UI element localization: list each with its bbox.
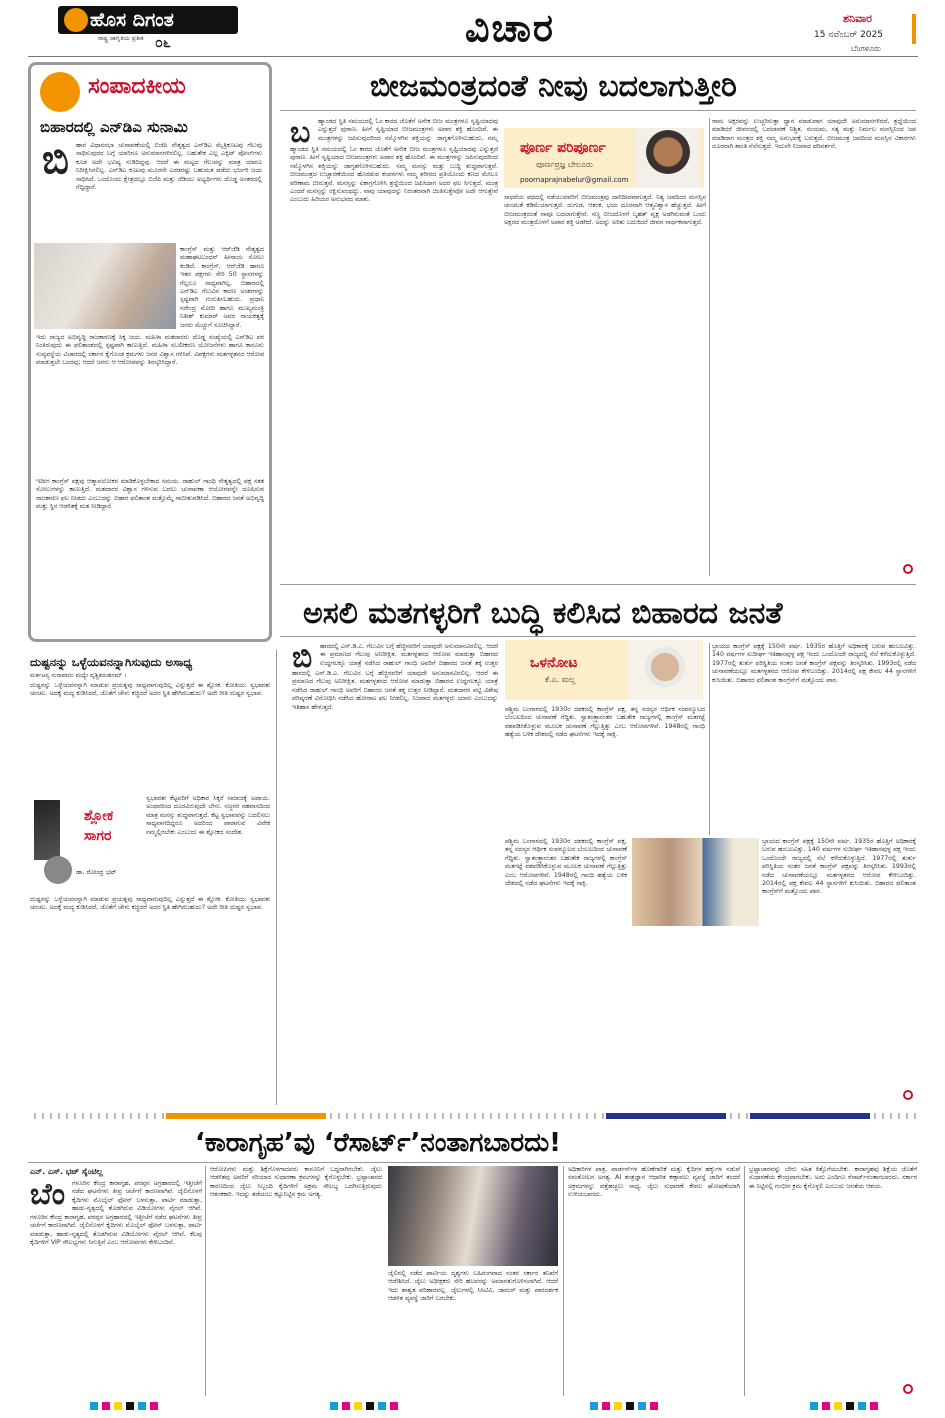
page-number: ೦೬: [155, 35, 171, 51]
article3-byline: ಎನ್. ಎಸ್. ಭಟ್ ಸೈಂಟಿಲ್ಲ: [30, 1167, 103, 1176]
editorial-paragraph: ಕಾಂಗ್ರೆಸ್ ಮತ್ತು ಆರ್‌ಜೆಡಿ ನೇತೃತ್ವದ ಮಹಾಘಟಬಂಧನ್ ಹೀನಾಯ ಸೋಲು ಕಂಡಿದೆ. ಕಾಂಗ್ರೆಸ್, ಆರ್‌ಜೆಡಿ ಹಾಗೂ ಇತರ ಪಕ್ಷಗಳು ಸೇರಿ 50 ಸ್ಥಾನಗಳನ್ನು ಗೆಲ್ಲಲೂ ಸಾಧ್ಯವಾಗಿಲ್ಲ. ಬಿಹಾರದಲ್ಲಿ ಎನ್‌ಡಿಎ ಗೆಲುವಿನ ಕಾರಣ ಅಂಶಗಳನ್ನು ಸ್ಪಷ್ಟವಾಗಿ ಗುರುತಿಸಬಹುದು. ಪ್ರಧಾನಿ ನರೇಂದ್ರ ಮೋದಿ ಹಾಗೂ ಮುಖ್ಯಮಂತ್ರಿ ನಿತೀಶ್ ಕುಮಾರ್ ಅವರ ನಾಯಕತ್ವಕ್ಕೆ ಜನರು ಮೆಚ್ಚುಗೆ ಸೂಚಿಸಿದ್ದಾರೆ.: [180, 246, 264, 329]
print-color-bar: [810, 1402, 880, 1410]
article2-rule: [280, 636, 916, 637]
article2-author-photo: [628, 640, 702, 700]
article1-author-email[interactable]: poornaprajnabelur@gmail.com: [520, 176, 629, 184]
article1-column: ಹ್ಮಾಂಡದ ಸ್ಥಿತಿ ಸಮಯದಲ್ಲಿ ಓಂ ಕಾರದ ಜೊತೆಗೆ ಅನೇಕ ಬೀಜ ಮಂತ್ರಗಳೂ ಸೃಷ್ಟಿಯಾದವು ಎನ್ನುತ್ತದೆ ಪುರಾಣ. ಹೀಗೆ ಸೃಷ್ಟಿಯಾದ ಬೀಜಮಂತ್ರಗಳು ಅಪಾರ ಶಕ್ತಿ ಹೊಂದಿವೆ. ಈ ಮಂತ್ರಗಳನ್ನು ಜಪಿಸುವುದರಿಂದ ನಮ್ಮೊಳಗಿನ ಶಕ್ತಿಯನ್ನು ಜಾಗೃತಗೊಳಿಸಬಹುದು. ನಮ್ಮ ಮನಸ್ಸು ಮತ್ತು ಬುದ್ಧಿ ಶುದ್ಧವಾಗುತ್ತವೆ. ಬೀಜಮಂತ್ರದ ಉಚ್ಚಾರಣೆಯಿಂದ ಹೊರಡುವ ಕಂಪನಗಳು ನಮ್ಮ ಶರೀರದ ಪ್ರತಿಯೊಂದು ಕಣದ ಮೇಲೂ ಪರಿಣಾಮ ಬೀರುತ್ತವೆ. ಮನಸ್ಸನ್ನು ಏಕಾಗ್ರಗೊಳಿಸಿ ಶ್ರದ್ಧೆಯಿಂದ ಜಪಿಸಿದಾಗ ಅದರ ಫಲ ಸಿಗುತ್ತದೆ. ಮಂತ್ರ ಎಂದರೆ ಮನಸ್ಸನ್ನು ರಕ್ಷಿಸುವಂಥದ್ದು. ನಾವು ಯಾವುದನ್ನು ನಿರಂತರವಾಗಿ ಚಿಂತಿಸುತ್ತೇವೋ ಅದೇ ಆಗುತ್ತೇವೆ ಎಂಬುದು ಹಿರಿಯರ ಅನುಭವದ ಮಾತು.: [290, 146, 498, 204]
article2-voters-photo: [632, 838, 759, 926]
column-rule: [744, 1166, 745, 1396]
end-mark-icon: [903, 564, 913, 574]
article3-column: ಭ್ರಷ್ಟಾಚಾರವನ್ನು ಬೇರು ಸಹಿತ ಕಿತ್ತೊಗೆಯಬೇಕು. ಕಾರಾಗೃಹವು ಶಿಕ್ಷೆಯ ಜೊತೆಗೆ ಸುಧಾರಣೆಯ ಕೇಂದ್ರವಾಗಬೇಕು. ಅದು ಎಂದಿಗೂ ರೆಸಾರ್ಟ್‌ನಂತಾಗಬಾರದು. ಸರ್ಕಾರ ಈ ನಿಟ್ಟಿನಲ್ಲಿ ಗಂಭೀರ ಕ್ರಮ ಕೈಗೊಳ್ಳಲಿ ಎಂಬುದು ಜನತೆಯ ಆಶಯ.: [749, 1166, 917, 1190]
print-color-bar: [330, 1402, 400, 1410]
end-mark-icon: [903, 1384, 913, 1394]
quill-pen-icon: [34, 800, 60, 860]
article3-column: ಅಧಿಕಾರಿಗಳ ಪಾತ್ರ, ವಾರ್ಡನ್‌ಗಳ ಹೊಣೆಗಾರಿಕೆ ಮತ್ತು ಕೈದಿಗಳ ಹಕ್ಕುಗಳ ನಡುವೆ ಸಮತೋಲನ ಅಗತ್ಯ. AI ತಂತ್ರಜ್ಞಾನ ಆಧಾರಿತ ಕಣ್ಗಾವಲು ವ್ಯವಸ್ಥೆ ಜಾರಿಗೆ ತಂದರೆ ಅಕ್ರಮಗಳನ್ನು ಪತ್ತೆಹಚ್ಚಲು ಸಾಧ್ಯ. ಜೈಲು ಸುಧಾರಣೆ ಕೇವಲ ಘೋಷಣೆಯಾಗಿ ಉಳಿಯಬಾರದು.: [568, 1166, 740, 1199]
masthead-tagline: ರಾಷ್ಟ್ರ ಜಾಗೃತಿಯ ಪ್ರತೀಕ: [98, 35, 144, 42]
editorial-paragraph: ಇದೀಗ ಕಾಂಗ್ರೆಸ್ ಪಕ್ಷವು ಆತ್ಮಾವಲೋಕನ ಮಾಡಿಕೊಳ್ಳಬೇಕಾದ ಸಮಯ. ರಾಹುಲ್ ಗಾಂಧಿ ನೇತೃತ್ವದಲ್ಲಿ ಪಕ್ಷ ಸತತ ಸೋಲುಗಳನ್ನು ಕಾಣುತ್ತಿದೆ. ಮತದಾರರ ವಿಶ್ವಾಸ ಗಳಿಸುವ ಬದಲು ಚುನಾವಣಾ ಆಯೋಗವನ್ನೇ ದೂಷಿಸುವ ರಾಜಕಾರಣ ಫಲ ನೀಡದು ಎಂಬುದನ್ನು ಬಿಹಾರ ಫಲಿತಾಂಶ ಮತ್ತೊಮ್ಮೆ ಸಾಬೀತುಪಡಿಸಿದೆ. ಬಿಹಾರದ ಜನತೆ ಅಭಿವೃದ್ಧಿ ಮತ್ತು ಸ್ಥಿರ ಆಡಳಿತಕ್ಕೆ ಮತ ನೀಡಿದ್ದಾರೆ.: [36, 478, 264, 511]
article2-headline: ಅಸಲಿ ಮತಗಳ್ಳರಿಗೆ ಬುದ್ಧಿ ಕಲಿಸಿದ ಬಿಹಾರದ ಜನತೆ: [303, 596, 783, 631]
date-day: ಶನಿವಾರ: [843, 12, 872, 25]
article1-author: ಪೂರ್ಣಪ್ರಜ್ಞ ಬೇಲೂರು: [536, 160, 593, 169]
shloka-paragraph: ದುಷ್ಟನನ್ನು ಒಳ್ಳೆಯವನನ್ನಾಗಿ ಮಾಡುವ ಪ್ರಯತ್ನವು ಸಾಧ್ಯವಾಗುವುದಿಲ್ಲ ಎನ್ನುತ್ತದೆ ಈ ಶ್ಲೋಕ. ಕೋತಿಯು ಸ್ವಭಾವತಃ ಚಂಚಲ. ಅದಕ್ಕೆ ಮದ್ಯ ಕುಡಿಸಿದರೆ, ಜೊತೆಗೆ ಚೇಳು ಕಚ್ಚಿದರೆ ಅದರ ಸ್ಥಿತಿ ಹೇಗಿರಬಹುದು? ಅದೇ ರೀತಿ ದುಷ್ಟರ ಸ್ವಭಾವ.: [30, 896, 270, 912]
article3-headline: ‘ಕಾರಾಗೃಹ’ವು ‘ರೆಸಾರ್ಟ್’ನಂತಾಗಬಾರದು!: [195, 1128, 561, 1158]
article2-column: ಹಾರದಲ್ಲಿ ಎನ್.ಡಿ.ಎ. ಗೆಲುವಿನ ಬಗ್ಗೆ ಹೆಚ್ಚಿನವರಿಗೆ ಯಾವುದೇ ಅನುಮಾನವಿರಲಿಲ್ಲ. ಆದರೆ ಈ ಪ್ರಮಾಣದ ಗೆಲುವು ಅನಿರೀಕ್ಷಿತ. ಮತಗಳ್ಳತನದ ಆರೋಪ ಮಾಡುತ್ತಾ ಬಿಹಾರದ ಉದ್ದಗಲಕ್ಕೂ ಯಾತ್ರೆ ನಡೆಸಿದ ರಾಹುಲ್ ಗಾಂಧಿ ಅವರಿಗೆ ಬಿಹಾರದ ಜನತೆ ತಕ್ಕ ಉತ್ತರ: [320, 643, 498, 667]
end-mark-icon: [903, 1090, 913, 1100]
article3-dropcap: ಬೆಂ: [30, 1177, 65, 1212]
article2-column: ಹಾರದಲ್ಲಿ ಎನ್.ಡಿ.ಎ. ಗೆಲುವಿನ ಬಗ್ಗೆ ಹೆಚ್ಚಿನವರಿಗೆ ಯಾವುದೇ ಅನುಮಾನವಿರಲಿಲ್ಲ. ಆದರೆ ಈ ಪ್ರಮಾಣದ ಗೆಲುವು ಅನಿರೀಕ್ಷಿತ. ಮತಗಳ್ಳತನದ ಆರೋಪ ಮಾಡುತ್ತಾ ಬಿಹಾರದ ಉದ್ದಗಲಕ್ಕೂ ಯಾತ್ರೆ ನಡೆಸಿದ ರಾಹುಲ್ ಗಾಂಧಿ ಅವರಿಗೆ ಬಿಹಾರದ ಜನತೆ ತಕ್ಕ ಉತ್ತರ ನೀಡಿದ್ದಾರೆ. ಮತದಾರರ ಪಟ್ಟಿ ವಿಶೇಷ ಪರಿಷ್ಕರಣೆ ವಿರೋಧಿಸಿ ನಡೆಸಿದ ಹೋರಾಟ ಫಲ ನೀಡಲಿಲ್ಲ. ನಿಜವಾದ ಮತಗಳ್ಳರು ಯಾರು ಎಂಬುದನ್ನು ಇತಿಹಾಸ ಹೇಳುತ್ತದೆ.: [292, 670, 498, 711]
article1-dropcap: ಬ: [290, 115, 311, 150]
shloka-paragraph: ಸ್ವಭಾವತಃ ಕೆಟ್ಟವರಿಗೆ ಅಧಿಕಾರ ಸಿಕ್ಕರೆ ಸಮಾಜಕ್ಕೆ ಅಪಾಯ. ಅಂಥವರಿಂದ ದೂರವಿರುವುದೇ ಲೇಸು. ಸಜ್ಜನರ ಸಹವಾಸದಿಂದ ಮಾತ್ರ ಮನಸ್ಸು ಶುದ್ಧವಾಗುತ್ತದೆ. ಕೆಟ್ಟ ಸ್ವಭಾವವನ್ನು ಬದಲಿಸಲು ಸಾಧ್ಯವಾಗದಿದ್ದರೂ ಅದರಿಂದ ಪಾರಾಗುವ ವಿವೇಕ ನಮ್ಮಲ್ಲಿರಬೇಕು ಎಂಬುದು ಈ ಶ್ಲೋಕದ ಸಂದೇಶ.: [146, 795, 270, 836]
article2-column: ಪಶ್ಚಿಮ ಬಂಗಾಳದಲ್ಲಿ 1930ರ ದಶಕದಲ್ಲಿ ಕಾಂಗ್ರೆಸ್ ಪಕ್ಷ, ತನ್ನ ಸದಸ್ಯರ ಆರ್ಥಿಕ ಸಂಪನ್ಮೂಲದ ಬೆಂಬಲದಿಂದ ಚುನಾವಣೆ ಗೆದ್ದಿತು. ಸ್ವಾತಂತ್ರ್ಯಾನಂತರ ಬಹುತೇಕ ರಾಜ್ಯಗಳಲ್ಲಿ ಕಾಂಗ್ರೆಸ್ ಮತಗಟ್ಟೆ ವಶಪಡಿಸಿಕೊಳ್ಳುವ ಮೂಲಕ ಚುನಾವಣೆ ಗೆಲ್ಲುತ್ತಿತ್ತು ಎಂಬ ಆರೋಪಗಳಿವೆ. 1948ರಲ್ಲಿ ಗಾಂಧಿ ಹತ್ಯೆಯ ಬಳಿಕ ದೇಶದಲ್ಲಿ ನಡೆದ ಘಟನೆಗಳು ಇದಕ್ಕೆ ಸಾಕ್ಷಿ.: [505, 706, 705, 739]
article1-headline: ಬೀಜಮಂತ್ರದಂತೆ ನೀವು ಬದಲಾಗುತ್ತೀರಿ: [370, 69, 737, 104]
shloka-column-name: ಸಾಗರ: [84, 828, 112, 844]
divider-accent: [606, 1113, 726, 1119]
column-rule: [205, 1166, 206, 1396]
article1-column: ಸಾಧನೆಯ ಪಥದಲ್ಲಿ ನಡೆಯುವವರಿಗೆ ಬೀಜಮಂತ್ರವು ದಾರಿದೀಪವಾಗುತ್ತದೆ. ನಿತ್ಯ ಜಪದಿಂದ ಮನಸ್ಸಿನ ಚಂಚಲತೆ ಕಡಿಮೆಯಾಗುತ್ತದೆ. ದುಗುಡ, ಆತಂಕ, ಭಯ ದೂರವಾಗಿ ಆತ್ಮವಿಶ್ವಾಸ ಹೆಚ್ಚುತ್ತದೆ. ಹೀಗೆ ಬೀಜಮಂತ್ರದಂತೆ ನಾವೂ ಬದಲಾಗುತ್ತೇವೆ. ಸಣ್ಣ ಬೀಜದೊಳಗೆ ಬೃಹತ್ ವೃಕ್ಷ ಅಡಗಿರುವಂತೆ ಒಂದು ಅಕ್ಷರದ ಮಂತ್ರದೊಳಗೆ ಅಪಾರ ಶಕ್ತಿ ಅಡಗಿದೆ. ಅದನ್ನು ಅರಿತು ಬದುಕಿದರೆ ಜೀವನ ಸಾರ್ಥಕವಾಗುತ್ತದೆ.: [504, 194, 706, 227]
editorial-header: ಸಂಪಾದಕೀಯ: [88, 74, 186, 99]
article3-column: ಆರೋಪಿಗಳು ಮತ್ತು ಶಿಕ್ಷೆಗೊಳಗಾದವರು ಕಾನೂನಿಗೆ ಬದ್ಧರಾಗಿರಬೇಕು. ಜೈಲು ಆಡಳಿತವು ಅವರಿಗೆ ಸರಿಯಾದ ಸುಧಾರಣಾ ಕ್ರಮಗಳನ್ನು ಕೈಗೊಳ್ಳಬೇಕು. ಭ್ರಷ್ಟಾಚಾರದ ಕಾರಣದಿಂದ ಜೈಲು ಸಿಬ್ಬಂದಿ ಕೈದಿಗಳಿಗೆ ಅಕ್ರಮ ಸೌಲಭ್ಯ ಒದಗಿಸುತ್ತಿರುವುದು ಆತಂಕಕಾರಿ. ಇದನ್ನು ತಡೆಯಲು ಕಟ್ಟುನಿಟ್ಟಿನ ಕ್ರಮ ಅಗತ್ಯ.: [210, 1166, 382, 1199]
article1-column: ಹ್ಮಾಂಡದ ಸ್ಥಿತಿ ಸಮಯದಲ್ಲಿ ಓಂ ಕಾರದ ಜೊತೆಗೆ ಅನೇಕ ಬೀಜ ಮಂತ್ರಗಳೂ ಸೃಷ್ಟಿಯಾದವು ಎನ್ನುತ್ತದೆ ಪುರಾಣ. ಹೀಗೆ ಸೃಷ್ಟಿಯಾದ ಬೀಜಮಂತ್ರಗಳು ಅಪಾರ ಶಕ್ತಿ ಹೊಂದಿವೆ. ಈ ಮಂತ್ರಗಳನ್ನು ಜಪಿಸುವುದರಿಂದ ನಮ್ಮೊಳಗಿನ ಶಕ್ತಿಯನ್ನು ಜಾಗೃತಗೊಳಿಸಬಹುದು. ನಮ್ಮ: [318, 118, 498, 142]
article2-column: ಭ್ರಾಯದ ಕಾಂಗ್ರೆಸ್ ಪಕ್ಷಕ್ಕೆ 150ನೇ ವರ್ಷ. 1935ರ ಹೊತ್ತಿಗೆ ಅಧಿಕಾರಕ್ಕೆ ಬರುವ ಹಂಬಲವಿತ್ತು. 140 ವರ್ಷಗಳ ಸುದೀರ್ಘ ಇತಿಹಾಸವುಳ್ಳ ಪಕ್ಷ ಇಂದು ಒಂದೊಂದೇ ರಾಜ್ಯದಲ್ಲಿ ನೆಲೆ ಕಳೆದುಕೊಳ್ಳುತ್ತಿದೆ. 1977ರಲ್ಲಿ ತುರ್ತು ಪರಿಸ್ಥಿತಿಯ ನಂತರ ಜನತೆ ಕಾಂಗ್ರೆಸ್ ಪಕ್ಷವನ್ನು ತಿರಸ್ಕರಿಸಿತು. 1993ರಲ್ಲಿ ನಡೆದ ಚುನಾವಣೆಯಲ್ಲೂ ಮತಗಳ್ಳತನದ ಆರೋಪ ಕೇಳಿಬಂದಿತ್ತು. 2014ರಲ್ಲಿ ಪಕ್ಷ ಕೇವಲ 44 ಸ್ಥಾನಗಳಿಗೆ ಕುಸಿಯಿತು. ಬಿಹಾರದ ಫಲಿತಾಂಶ ಕಾಂಗ್ರೆಸ್‌ಗೆ ಮತ್ತೊಂದು ಪಾಠ.: [712, 643, 916, 684]
column-rule: [276, 650, 277, 1105]
article3-rule: [28, 1162, 918, 1163]
article3-jail-party-photo: [388, 1166, 558, 1266]
article2-column: ಭ್ರಾಯದ ಕಾಂಗ್ರೆಸ್ ಪಕ್ಷಕ್ಕೆ 150ನೇ ವರ್ಷ. 1935ರ ಹೊತ್ತಿಗೆ ಅಧಿಕಾರಕ್ಕೆ ಬರುವ ಹಂಬಲವಿತ್ತು. 140 ವರ್ಷಗಳ ಸುದೀರ್ಘ ಇತಿಹಾಸವುಳ್ಳ ಪಕ್ಷ ಇಂದು ಒಂದೊಂದೇ ರಾಜ್ಯದಲ್ಲಿ ನೆಲೆ ಕಳೆದುಕೊಳ್ಳುತ್ತಿದೆ. 1977ರಲ್ಲಿ ತುರ್ತು ಪರಿಸ್ಥಿತಿಯ ನಂತರ ಜನತೆ ಕಾಂಗ್ರೆಸ್ ಪಕ್ಷವನ್ನು ತಿರಸ್ಕರಿಸಿತು. 1993ರಲ್ಲಿ ನಡೆದ ಚುನಾವಣೆಯಲ್ಲೂ ಮತಗಳ್ಳತನದ ಆರೋಪ ಕೇಳಿಬಂದಿತ್ತು. 2014ರಲ್ಲಿ ಪಕ್ಷ ಕೇವಲ 44 ಸ್ಥಾನಗಳಿಗೆ ಕುಸಿಯಿತು. ಬಿಹಾರದ ಫಲಿತಾಂಶ ಕಾಂಗ್ರೆಸ್‌ಗೆ ಮತ್ತೊಂದು ಪಾಠ.: [762, 838, 916, 896]
article-separator: [280, 584, 916, 585]
shloka-column-name: ಶ್ಲೋಕ: [84, 808, 114, 824]
print-color-bar: [590, 1402, 660, 1410]
editorial-photo: [34, 243, 176, 329]
column-rule: [709, 118, 710, 576]
column-rule: [709, 643, 710, 835]
shloka-verse: ಮರ್ಕಟಸ್ಯ ಸುರಾಪಾನಂ ಮಧ್ಯೇ ವೃಶ್ಚಿಕದಂಶನಮ್ ।: [30, 672, 127, 679]
article3-column: ಗಳೂರಿನ ಕೇಂದ್ರ ಕಾರಾಗೃಹ, ಪರಪ್ಪನ ಅಗ್ರಹಾರದಲ್ಲಿ ಇತ್ತೀಚೆಗೆ ನಡೆದ ಘಟನೆಗಳು ತೀವ್ರ ಚರ್ಚೆಗೆ ಕಾರಣವಾಗಿವೆ. ಜೈಲಿನೊಳಗೆ ಕೈದಿಗಳು ಮೊಬೈಲ್ ಫೋನ್ ಬಳಸುತ್ತಾ, ಪಾರ್ಟಿ ಮಾಡುತ್ತಾ, ಹಾಡು-ನೃತ್ಯದಲ್ಲಿ ತೊಡಗಿರುವ ವಿಡಿಯೋಗಳು ವೈರಲ್ ಆಗಿವೆ.: [72, 1180, 202, 1212]
editorial-paragraph: ಇದು ರಾಜ್ಯದ ಅಭಿವೃದ್ಧಿ ರಾಜಕಾರಣಕ್ಕೆ ಸಿಕ್ಕ ಜಯ. ಮಹಿಳಾ ಮತದಾರರು ದೊಡ್ಡ ಸಂಖ್ಯೆಯಲ್ಲಿ ಎನ್‌ಡಿಎ ಪರ ನಿಂತಿರುವುದು ಈ ಫಲಿತಾಂಶದಲ್ಲಿ ಸ್ಪಷ್ಟವಾಗಿ ಕಾಣುತ್ತಿದೆ. ಮಹಿಳಾ ಸಬಲೀಕರಣ ಯೋಜನೆಗಳು ಹಾಗೂ ಕಾನೂನು ಸುವ್ಯವಸ್ಥೆಯ ವಿಚಾರದಲ್ಲಿ ಸರ್ಕಾರ ಕೈಗೊಂಡ ಕ್ರಮಗಳು ಜನರ ವಿಶ್ವಾಸ ಗಳಿಸಿವೆ. ವಿಪಕ್ಷಗಳು ಮತಗಳ್ಳತನದ ಆರೋಪ ಮಾಡುತ್ತಲೇ ಬಂದವು; ಆದರೆ ಜನರು ಆ ಆರೋಪವನ್ನು ತಿರಸ್ಕರಿಸಿದ್ದಾರೆ.: [36, 334, 264, 367]
article1-author-photo: [636, 128, 700, 188]
article1-column: ರಾಮ ಅಕ್ಷರವನ್ನು ಉಚ್ಚರಿಸುತ್ತಾ ಧ್ಯಾನ ಮಾಡುವಾಗ ಯಾವುದೇ ಅನುಮಾನಗಳಿರದೆ, ಶ್ರದ್ಧೆಯಿಂದ ಮಾಡಿದರೆ ಜೀವನದಲ್ಲಿ ಬದಲಾವಣೆ ನಿಶ್ಚಿತ. ಸಂಯಮ, ಸತ್ಯ ಮತ್ತು ನಿರ್ಮಲ ಮನಸ್ಸಿನಿಂದ ಜಪ ಮಾಡಿದಾಗ ಮಂತ್ರದ ಶಕ್ತಿ ನಮ್ಮ ಅನುಭವಕ್ಕೆ ಬರುತ್ತದೆ. ಬೀಜಮಂತ್ರ ಜಪದಿಂದ ಮನಸ್ಸಿನ ವಿಕಾರಗಳು ದೂರವಾಗಿ ಶಾಂತಿ ನೆಲೆಸುತ್ತದೆ. ಇದುವೇ ನಿಜವಾದ ಪರಿವರ್ತನೆ.: [712, 118, 916, 151]
print-color-bar: [90, 1402, 160, 1410]
article2-author: ಕೆ.ಎ. ಮಲ್ಲ: [545, 675, 576, 684]
editorial-paragraph: ಹಾರ ವಿಧಾನಸಭಾ ಚುನಾವಣೆಯಲ್ಲಿ ಬಿಜೆಪಿ ನೇತೃತ್ವದ ಎನ್‌ಡಿಎ ಮೈತ್ರಿಕೂಟವು ಗೆಲುವು ಸಾಧಿಸುವುದರ ಬಗ್ಗೆ ಯಾರಿಗೂ ಅನುಮಾನಗಳಿರಲಿಲ್ಲ. ಬಹುತೇಕ ಎಲ್ಲ ಎಕ್ಸಿಟ್ ಪೋಲ್‌ಗಳು ಕೂಡ ಅದೇ ಭವಿಷ್ಯ ನುಡಿದಿದ್ದವು. ಆದರೆ ಈ ಮಟ್ಟದ ಗೆಲುವನ್ನು ಮಾತ್ರ ಯಾರೂ ನಿರೀಕ್ಷಿಸಿರಲಿಲ್ಲ. ಎನ್‌ಡಿಎ ಕೂಟವು ಮೂರನೇ ಎರಡರಷ್ಟು ಬಹುಮತ ಪಡೆದು ಭರ್ಜರಿ ಜಯ ಸಾಧಿಸಿದೆ. ಒಂದೊಂದು ಕ್ಷೇತ್ರದಲ್ಲೂ ಬಿಜೆಪಿ ಮತ್ತು ಜೆಡಿಯು ಅಭ್ಯರ್ಥಿಗಳು ದೊಡ್ಡ ಅಂತರದಲ್ಲಿ ಗೆದ್ದಿದ್ದಾರೆ.: [76, 142, 262, 192]
article1-column-name: ಪೂರ್ಣ ಪರಿಪೂರ್ಣ: [520, 140, 606, 156]
shloka-title: ದುಷ್ಟನನ್ನು ಒಳ್ಳೆಯವನನ್ನಾಗಿಸುವುದು ಅಸಾಧ್ಯ: [30, 655, 193, 669]
date-city: ಬೆಂಗಳೂರು: [851, 44, 881, 53]
article1-rule: [280, 110, 916, 111]
article3-column: ಜೈಲಿನಲ್ಲಿ ನಡೆದ ಪಾರ್ಟಿಯ ದೃಶ್ಯಗಳು ಬಹಿರಂಗವಾದ ನಂತರ ಸರ್ಕಾರ ತನಿಖೆಗೆ ಆದೇಶಿಸಿದೆ. ಜೈಲು ಅಧೀಕ್ಷಕರು ಸೇರಿ ಹಲವರನ್ನು ಅಮಾನತುಗೊಳಿಸಲಾಗಿದೆ. ಆದರೆ ಇದು ಶಾಶ್ವತ ಪರಿಹಾರವಲ್ಲ. ಜೈಲುಗಳಲ್ಲಿ ಸಿಸಿಟಿವಿ, ಜಾಮರ್ ಮತ್ತು ಪಾರದರ್ಶಕ ಆಡಳಿತ ವ್ಯವಸ್ಥೆ ಜಾರಿಗೆ ಬರಬೇಕು.: [388, 1270, 558, 1303]
column-rule: [563, 1166, 564, 1396]
divider-accent: [166, 1113, 326, 1119]
article2-column: ಪಶ್ಚಿಮ ಬಂಗಾಳದಲ್ಲಿ 1930ರ ದಶಕದಲ್ಲಿ ಕಾಂಗ್ರೆಸ್ ಪಕ್ಷ, ತನ್ನ ಸದಸ್ಯರ ಆರ್ಥಿಕ ಸಂಪನ್ಮೂಲದ ಬೆಂಬಲದಿಂದ ಚುನಾವಣೆ ಗೆದ್ದಿತು. ಸ್ವಾತಂತ್ರ್ಯಾನಂತರ ಬಹುತೇಕ ರಾಜ್ಯಗಳಲ್ಲಿ ಕಾಂಗ್ರೆಸ್ ಮತಗಟ್ಟೆ ವಶಪಡಿಸಿಕೊಳ್ಳುವ ಮೂಲಕ ಚುನಾವಣೆ ಗೆಲ್ಲುತ್ತಿತ್ತು ಎಂಬ ಆರೋಪಗಳಿವೆ. 1948ರಲ್ಲಿ ಗಾಂಧಿ ಹತ್ಯೆಯ ಬಳಿಕ ದೇಶದಲ್ಲಿ ನಡೆದ ಘಟನೆಗಳು ಇದಕ್ಕೆ ಸಾಕ್ಷಿ.: [505, 838, 627, 888]
sun-logo-icon: [64, 8, 88, 32]
editorial-logo-icon: [40, 72, 80, 112]
editorial-dropcap: ಬಿ: [42, 137, 69, 183]
article2-column-name: ಒಳನೋಟ: [530, 655, 578, 671]
shloka-paragraph: ದುಷ್ಟನನ್ನು ಒಳ್ಳೆಯವನನ್ನಾಗಿ ಮಾಡುವ ಪ್ರಯತ್ನವು ಸಾಧ್ಯವಾಗುವುದಿಲ್ಲ ಎನ್ನುತ್ತದೆ ಈ ಶ್ಲೋಕ. ಕೋತಿಯು ಸ್ವಭಾವತಃ ಚಂಚಲ. ಅದಕ್ಕೆ ಮದ್ಯ ಕುಡಿಸಿದರೆ, ಜೊತೆಗೆ ಚೇಳು ಕಚ್ಚಿದರೆ ಅದರ ಸ್ಥಿತಿ ಹೇಗಿರಬಹುದು? ಅದೇ ರೀತಿ ದುಷ್ಟರ ಸ್ವಭಾವ.: [30, 682, 270, 698]
section-title: ವಿಚಾರ: [465, 6, 555, 50]
date-full: 15 ನವೆಂಬರ್ 2025: [814, 30, 883, 40]
article2-dropcap: ಬಿ: [292, 640, 313, 675]
logo-text: ಹೊಸ ದಿಗಂತ: [90, 9, 174, 31]
date-accent-bar: [912, 14, 916, 44]
editorial-title: ಬಿಹಾರದಲ್ಲಿ ಎನ್‌ಡಿಎ ಸುನಾಮಿ: [40, 118, 188, 136]
divider-accent: [750, 1113, 870, 1119]
masthead-rule: [28, 56, 918, 57]
article3-column: ಗಳೂರಿನ ಕೇಂದ್ರ ಕಾರಾಗೃಹ, ಪರಪ್ಪನ ಅಗ್ರಹಾರದಲ್ಲಿ ಇತ್ತೀಚೆಗೆ ನಡೆದ ಘಟನೆಗಳು ತೀವ್ರ ಚರ್ಚೆಗೆ ಕಾರಣವಾಗಿವೆ. ಜೈಲಿನೊಳಗೆ ಕೈದಿಗಳು ಮೊಬೈಲ್ ಫೋನ್ ಬಳಸುತ್ತಾ, ಪಾರ್ಟಿ ಮಾಡುತ್ತಾ, ಹಾಡು-ನೃತ್ಯದಲ್ಲಿ ತೊಡಗಿರುವ ವಿಡಿಯೋಗಳು ವೈರಲ್ ಆಗಿವೆ. ಕೆಲವು ಕೈದಿಗಳಿಗೆ VIP ಸೌಲಭ್ಯಗಳು ಸಿಗುತ್ತಿವೆ ಎಂಬ ಆರೋಪಗಳು ಕೇಳಿಬಂದಿವೆ.: [30, 1214, 202, 1247]
shloka-author: ಡಾ. ರೋಂದ್ರ ಭಟ್: [76, 868, 117, 876]
shloka-author-photo: [44, 856, 72, 884]
